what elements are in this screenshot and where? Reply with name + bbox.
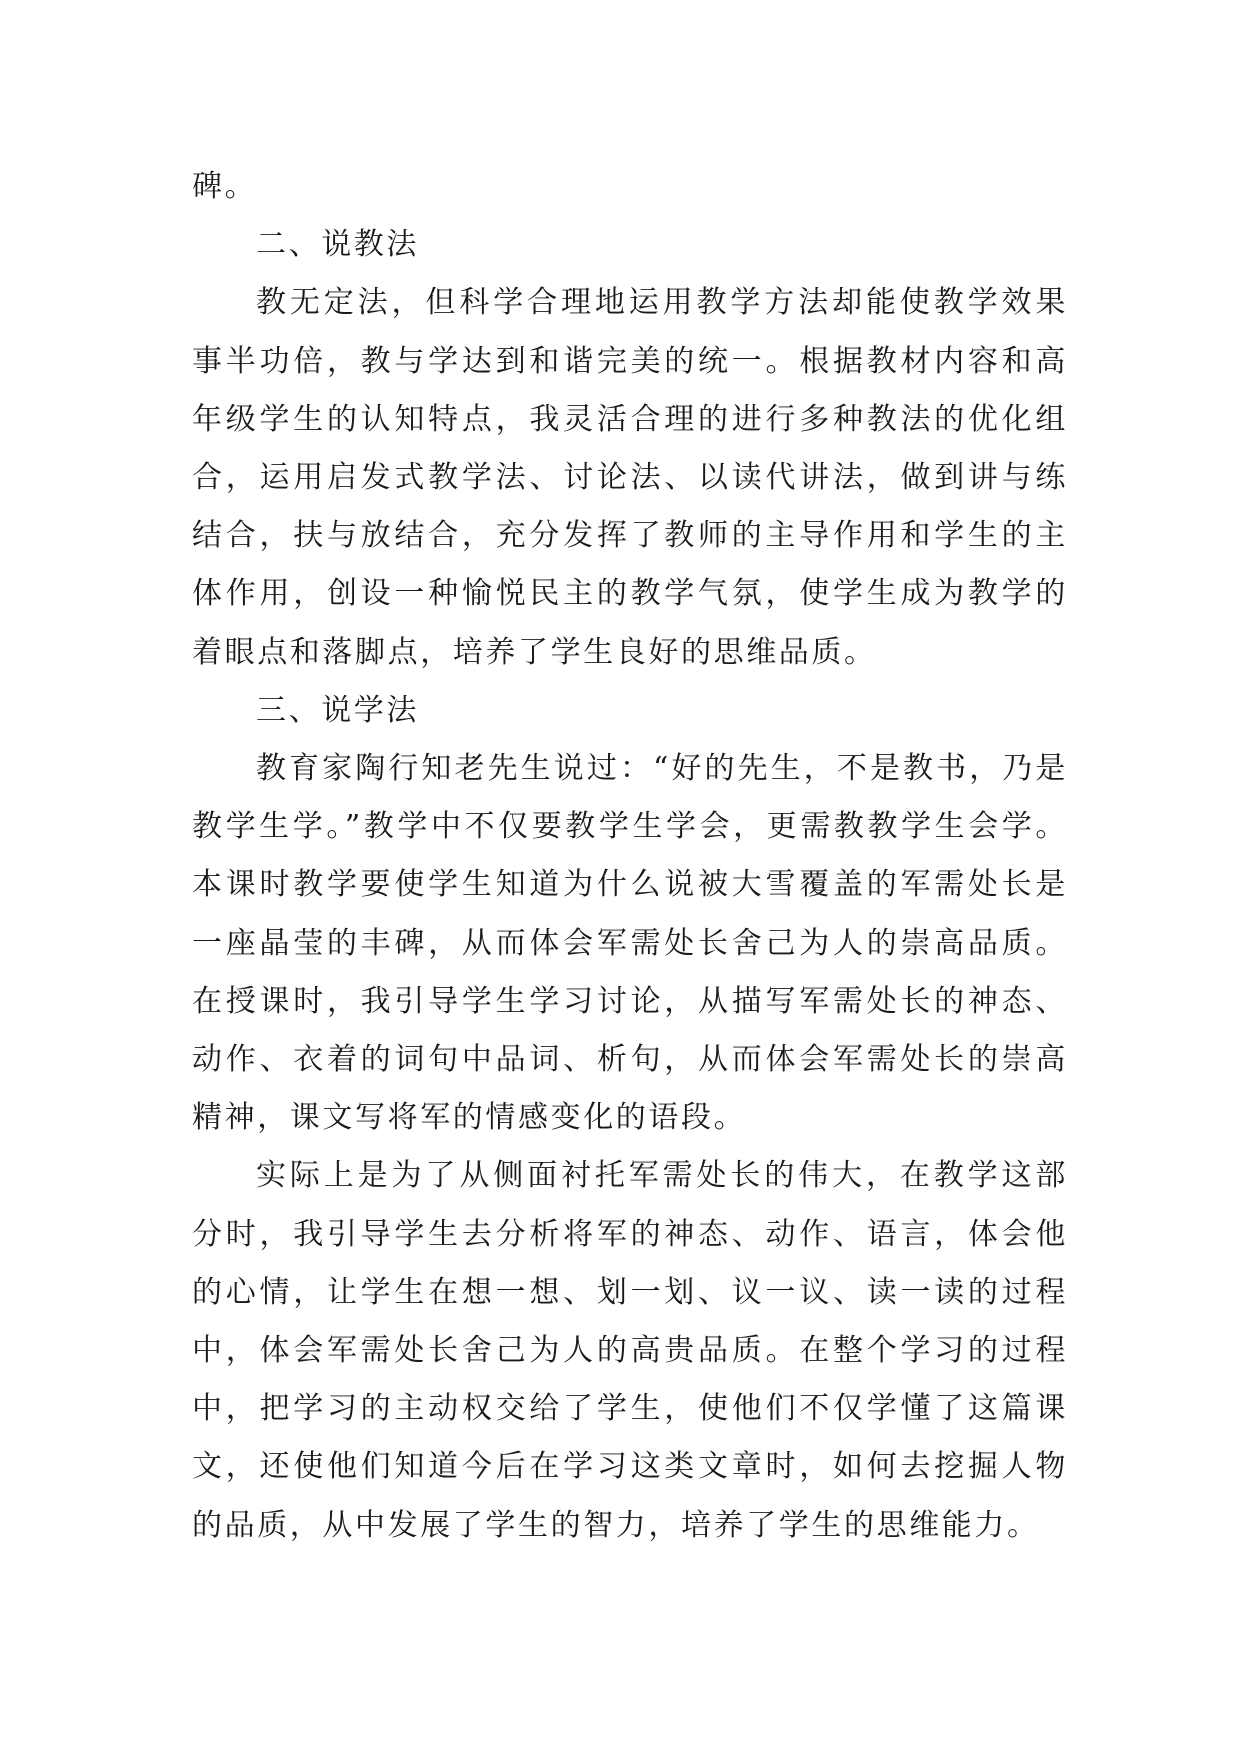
- section-heading-learning-method: 三、说学法: [256, 692, 419, 728]
- teaching-method-paragraph: 教无定法，但科学合理地运用教学方法却能使教学效果事半功倍，教与学达到和谐完美的统一。根据教材内容和高年级学生的认知特点，我灵活合理的进行多种教法的优化组合，运用启发式教学法、讨论法、以读代讲法，做到讲与练结合，扶与放结合，充分发挥了教师的主导作用和学生的主体作用，创设一种愉悦民主的教学气氛，使学生成为教学的着眼点和落脚点，培养了学生良好的思维品质。: [192, 285, 1068, 670]
- document-body: [192, 158, 1068, 1555]
- section-heading-teaching-method: 二、说教法: [256, 227, 419, 263]
- learning-method-paragraph-1: 教育家陶行知老先生说过：“好的先生，不是教书，乃是教学生学。”教学中不仅要教学生学会，更需教教学生会学。本课时教学要使学生知道为什么说被大雪覆盖的军需处长是一座晶莹的丰碑，从而体会军需处长舍己为人的崇高品质。在授课时，我引导学生学习讨论，从描写军需处长的神态、动作、衣着的词句中品词、析句，从而体会军需处长的崇高精神，课文写将军的情感变化的语段。: [192, 751, 1068, 1136]
- learning-method-paragraph-2: 实际上是为了从侧面衬托军需处长的伟大，在教学这部分时，我引导学生去分析将军的神态、动作、语言，体会他的心情，让学生在想一想、划一划、议一议、读一读的过程中，体会军需处长舍己为人的高贵品质。在整个学习的过程中，把学习的主动权交给了学生，使他们不仅学懂了这篇课文，还使他们知道今后在学习这类文章时，如何去挖掘人物的品质，从中发展了学生的智力，培养了学生的思维能力。: [192, 1158, 1068, 1543]
- continued-paragraph: 碑。: [192, 169, 258, 204]
